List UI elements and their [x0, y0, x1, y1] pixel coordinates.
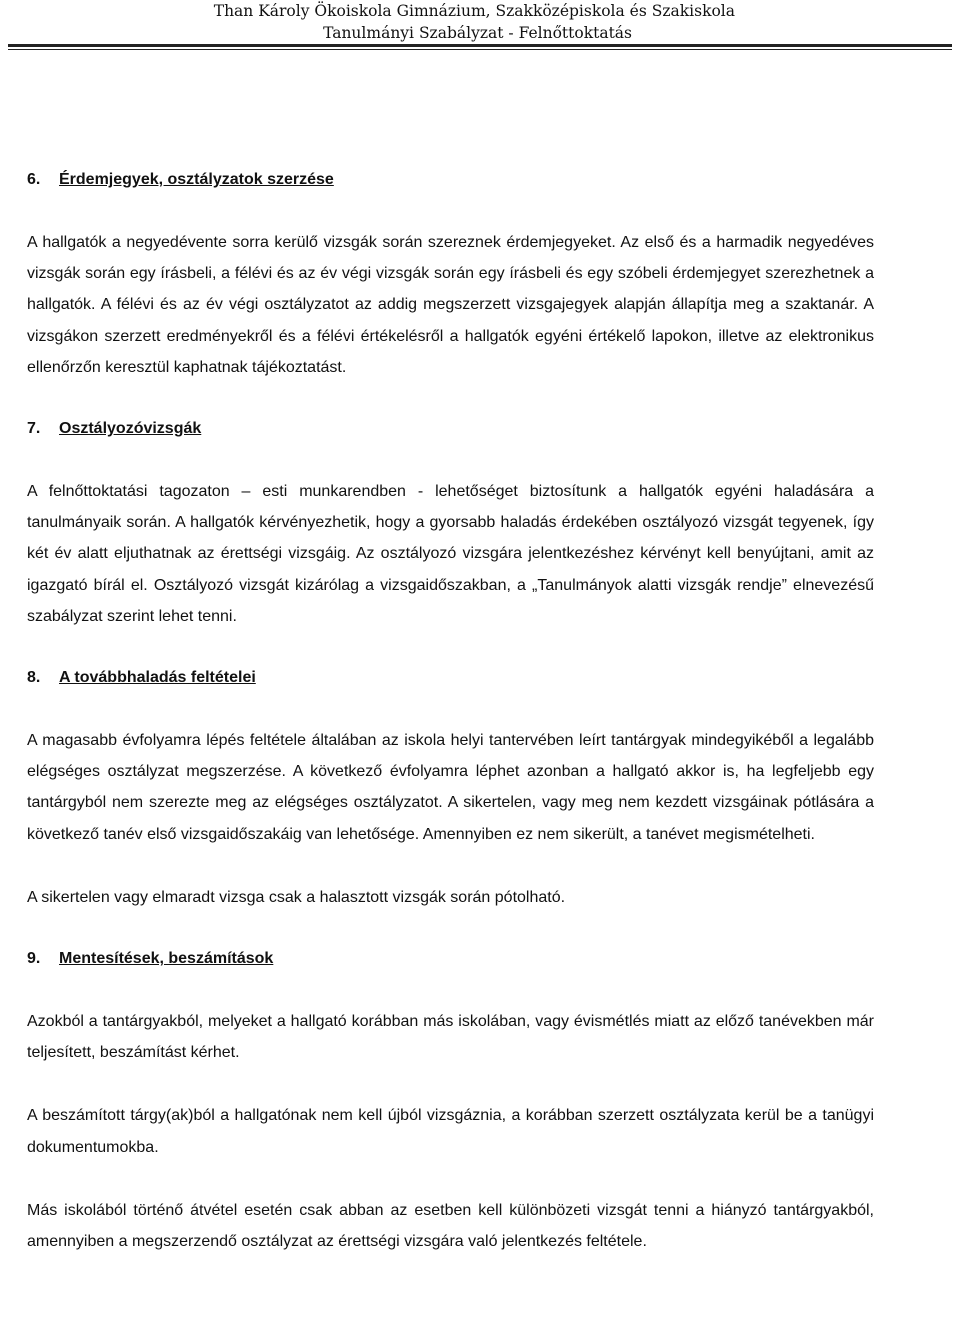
section-heading [27, 945, 874, 973]
header-divider-thin [8, 49, 952, 50]
section-7 [27, 415, 874, 632]
section-title: Mentesítések, beszámítások [59, 950, 274, 968]
section-title: Osztályozóvizsgák [59, 420, 202, 438]
page-header [0, 0, 952, 44]
paragraph: A hallgatók a negyedévente sorra kerülő vizsgák során szereznek érdemjegyeket. Az első és a harmadik negyedéves vizsgák során egy írásbeli, a félévi és az év végi vizsgák során egy írásbeli és egy szóbeli érdemjegyet szerezhetnek a hallgatók. A félévi és az év végi osztályzatot az addig megszerzett vizsgajegyek alapján állapítja meg a szaktanár. A vizsgákon szerzett eredményekről és a félévi értékelésről a hallgatók egyéni értékelő lapokon, illetve az elektronikus ellenőrzőn keresztül kaphatnak tájékoztatást. [27, 234, 874, 376]
paragraph: A magasabb évfolyamra lépés feltétele általában az iskola helyi tantervében leírt tantárgyak mindegyikéből a legalább elégséges osztályzat megszerzése. A következő évfolyamra léphet azonban a hallgató akkor is, ha legfeljebb egy tantárgyból nem szerezte meg az elégséges osztályzatot. A sikertelen, vagy meg nem kezdett vizsgáinak pótlására a következő tanév első vizsgaidőszakáig van lehetősége. Amennyiben ez nem sikerült, a tanévet megismételheti. [27, 732, 874, 843]
school-name: Than Károly Ökoiskola Gimnázium, Szakközépiskola és Szakiskola [213, 2, 735, 20]
paragraph: Más iskolából történő átvétel esetén csak abban az esetben kell különbözeti vizsgát tenni a hiányzó tantárgyakból, amennyiben a megszerzendő osztályzat az érettségi vizsgára való jelentkezés feltétele. [27, 1201, 874, 1251]
section-9 [27, 945, 874, 1257]
section-heading [27, 415, 874, 443]
header-divider [8, 44, 952, 47]
section-8 [27, 664, 874, 913]
section-number: 9. [27, 950, 41, 968]
section-number: 6. [27, 171, 41, 188]
section-number: 7. [27, 420, 41, 438]
section-title: A továbbhaladás feltételei [59, 669, 256, 687]
document-title: Tanulmányi Szabályzat - Felnőttoktatás [323, 24, 632, 42]
section-title: Érdemjegyek, osztályzatok szerzése [59, 171, 334, 188]
section-heading [27, 166, 874, 194]
paragraph: A sikertelen vagy elmaradt vizsga csak a halasztott vizsgák során pótolható. [27, 888, 566, 906]
document-body [27, 166, 874, 1289]
section-6 [27, 166, 874, 383]
paragraph: A beszámított tárgy(ak)ból a hallgatónak nem kell újból vizsgáznia, a korábban szerzett osztályzata kerül be a tanügyi dokumentumokba. [27, 1107, 874, 1156]
section-heading [27, 664, 874, 692]
section-number: 8. [27, 669, 41, 687]
paragraph: A felnőttoktatási tagozaton – esti munkarendben - lehetőséget biztosítunk a hallgatók egyéni haladására a tanulmányaik során. A hallgatók kérvényezhetik, hogy a gyorsabb haladás érdekében osztályozó vizsgát tegyenek, így két év alatt eljuthatnak az érettségi vizsgáig. Az osztályozó vizsgára jelentkezéshez kérvényt kell benyújtani, amit az igazgató bírál el. Osztályozó vizsgát kizárólag a vizsgaidőszakban, a „Tanulmányok alatti vizsgák rendje” elnevezésű szabályzat szerint lehet tenni. [27, 483, 874, 625]
paragraph: Azokból a tantárgyakból, melyeket a hallgató korábban más iskolában, vagy évismétlés miatt az előző tanévekben már teljesített, beszámítást kérhet. [27, 1013, 874, 1062]
